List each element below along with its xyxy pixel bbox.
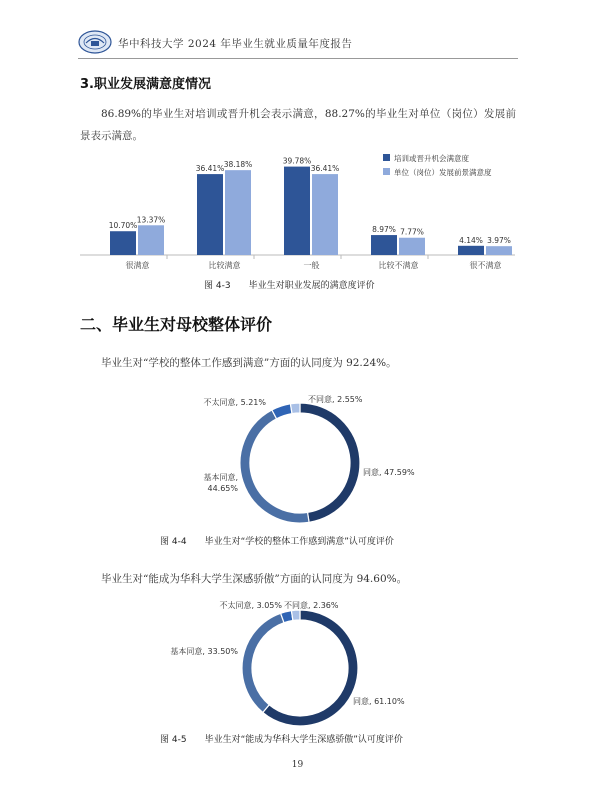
- bar-data-label: 8.97%: [372, 225, 396, 235]
- paragraph-pride: 毕业生对“能成为华科大学生深感骄傲”方面的认同度为 94.60%。: [101, 573, 408, 585]
- donut-slice: [291, 610, 300, 621]
- bar-data-label: 10.70%: [108, 221, 138, 231]
- donut-slice: [240, 410, 309, 523]
- bar: [284, 167, 310, 255]
- bar: [486, 246, 512, 255]
- bar: [312, 174, 338, 255]
- x-tick-label: 很满意: [125, 261, 150, 270]
- bar: [110, 231, 136, 255]
- figure-4-3-number: 图 4-3: [204, 281, 231, 291]
- slice-label: 不太同意, 5.21%: [203, 398, 266, 407]
- legend-swatch: [383, 168, 390, 175]
- figure-4-5-caption: [160, 732, 403, 745]
- donut-slice: [242, 613, 284, 712]
- bar: [371, 235, 397, 255]
- slice-label: 不太同意, 3.05%: [219, 601, 282, 610]
- slice-label: 44.65%: [207, 484, 238, 493]
- x-tick-label: 一般: [303, 261, 320, 270]
- career-satisfaction-bar-chart: [80, 150, 520, 275]
- slice-label: 不同意, 2.55%: [308, 395, 363, 404]
- slice-label: 同意, 47.59%: [363, 468, 415, 477]
- figure-4-5-text: 毕业生对“能成为华科大学生深感骄傲”认可度评价: [204, 735, 403, 745]
- slice-label: 不同意, 2.36%: [284, 601, 339, 610]
- figure-4-4-caption: [160, 534, 394, 547]
- slice-label: 基本同意, 33.50%: [170, 647, 238, 656]
- bar: [225, 170, 251, 255]
- bar: [138, 225, 164, 255]
- legend-label: 培训或晋升机会满意度: [394, 154, 469, 163]
- bar-data-label: 7.77%: [400, 227, 424, 237]
- bar-data-label: 36.41%: [310, 164, 340, 174]
- bar-data-label: 38.18%: [223, 160, 253, 170]
- pride-donut-chart: [150, 598, 450, 728]
- bar: [458, 246, 484, 255]
- section-3-title: 3.职业发展满意度情况: [80, 77, 211, 92]
- donut-slice: [263, 610, 358, 726]
- figure-4-4-text: 毕业生对“学校的整体工作感到满意”认可度评价: [204, 537, 394, 547]
- bar-data-label: 39.78%: [282, 156, 312, 166]
- bar-data-label: 4.14%: [459, 235, 483, 245]
- x-tick-label: 比较不满意: [378, 261, 419, 270]
- bar-data-label: 3.97%: [487, 236, 511, 246]
- bar: [399, 238, 425, 255]
- bar-data-label: 36.41%: [195, 164, 225, 174]
- donut-slice: [300, 403, 360, 522]
- bar: [197, 174, 223, 255]
- figure-4-3-caption: [204, 278, 375, 291]
- figure-4-3-text: 毕业生对职业发展的满意度评价: [248, 281, 375, 291]
- donut-slice: [290, 403, 300, 414]
- figure-4-4-number: 图 4-4: [160, 537, 187, 547]
- university-logo-icon: [78, 30, 112, 54]
- legend-swatch: [383, 154, 390, 161]
- page-header: [78, 30, 518, 59]
- paragraph-overall-satisfaction: 毕业生对“学校的整体工作感到满意”方面的认同度为 92.24%。: [101, 357, 397, 369]
- header-title: 华中科技大学 2024 年毕业生就业质量年度报告: [118, 38, 353, 50]
- figure-4-5-number: 图 4-5: [160, 735, 187, 745]
- x-tick-label: 很不满意: [469, 261, 502, 270]
- overall-satisfaction-donut-chart: [150, 388, 450, 528]
- x-tick-label: 比较满意: [208, 261, 241, 270]
- slice-label: 同意, 61.10%: [353, 697, 405, 706]
- donut-slice: [272, 404, 292, 419]
- bar-data-label: 13.37%: [136, 215, 166, 225]
- paragraph-career-satisfaction: 86.89%的毕业生对培训或晋升机会表示满意，88.27%的毕业生对单位（岗位）发展前景表示满意。: [80, 108, 516, 142]
- legend-label: 单位（岗位）发展前景满意度: [394, 168, 492, 177]
- slice-label: 基本同意,: [203, 473, 238, 482]
- section-2-title: 二、毕业生对母校整体评价: [80, 315, 273, 334]
- page-number: 19: [291, 760, 304, 770]
